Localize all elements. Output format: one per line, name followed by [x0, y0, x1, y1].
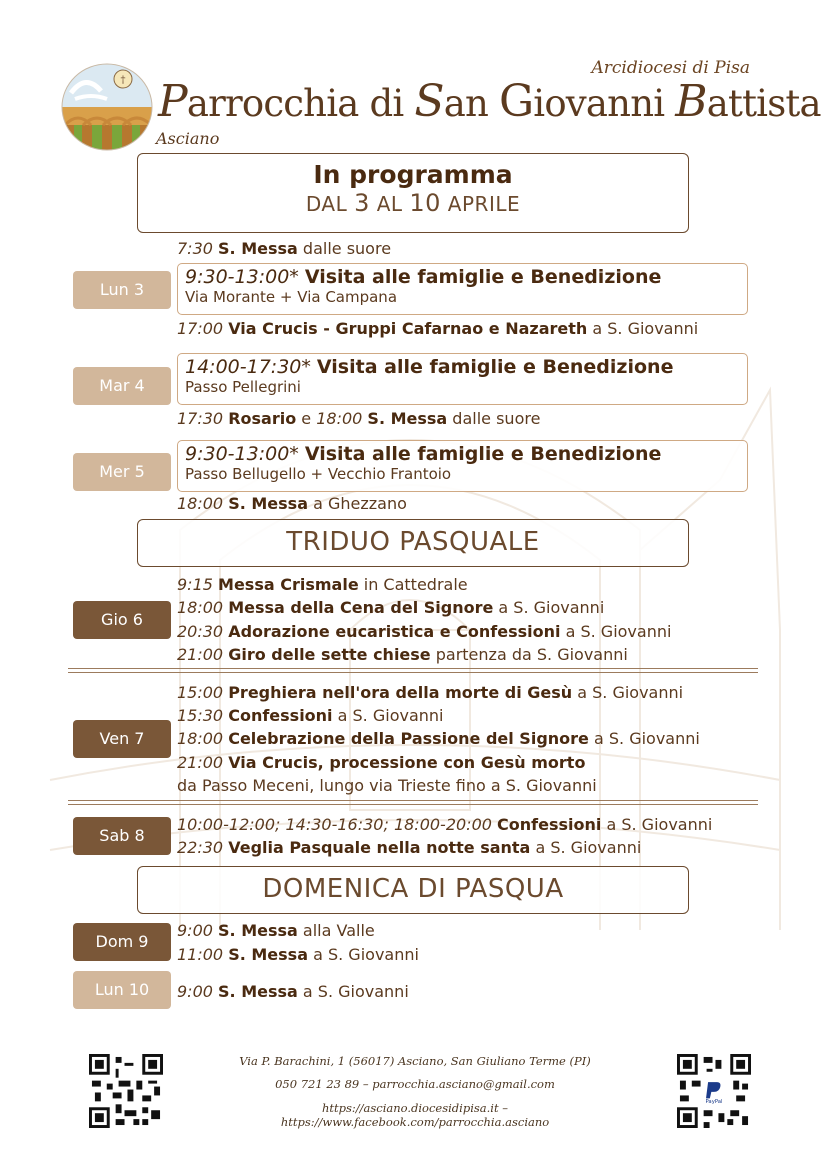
- mar4-row-1: [177, 409, 540, 428]
- time: 11:00: [177, 945, 224, 964]
- parish-word-1: arrocchia di: [186, 82, 415, 125]
- gio6-row-1: [177, 575, 468, 594]
- event: Adorazione eucaristica e Confessioni: [228, 622, 561, 641]
- lun3-row-1: [177, 239, 391, 258]
- visit-event: Visita alle famiglie e Benedizione: [316, 356, 674, 378]
- sab8-row-2: [177, 838, 641, 857]
- day-tab-mar4: Mar 4: [73, 367, 171, 405]
- event: S. Messa: [228, 494, 308, 513]
- ven7-row-2: [177, 706, 443, 725]
- visit-streets: Passo Pellegrini: [185, 378, 301, 396]
- paypal-label: PayPal: [705, 1099, 723, 1106]
- event: Messa Crismale: [218, 575, 359, 594]
- place: a S. Giovanni: [587, 319, 699, 338]
- day-tab-mer5: Mer 5: [73, 453, 171, 491]
- day-tab-sab8: Sab 8: [73, 817, 171, 855]
- sab8-row-1: [177, 815, 712, 834]
- ven7-row-4: [177, 753, 585, 772]
- lun10-row-1: [177, 982, 409, 1001]
- place: a S. Giovanni: [332, 706, 444, 725]
- place: a S. Giovanni: [530, 838, 642, 857]
- place: partenza da S. Giovanni: [430, 645, 628, 664]
- time: 18:00: [177, 598, 224, 617]
- parish-initial-b: B: [675, 76, 707, 127]
- event: Via Crucis - Gruppi Cafarnao e Nazareth: [228, 319, 588, 338]
- footer-contact[interactable]: 050 721 23 89 – parrocchia.asciano@gmail.com: [275, 1077, 555, 1091]
- svg-text:†: †: [120, 75, 126, 86]
- time: 9:00: [177, 921, 213, 940]
- event-2: S. Messa: [367, 409, 448, 428]
- time: 17:30: [177, 409, 224, 428]
- place: a S. Giovanni: [560, 622, 672, 641]
- dates-end: 10: [409, 189, 441, 217]
- paypal-qr-code[interactable]: [677, 1054, 751, 1128]
- event: Veglia Pasquale nella notte santa: [228, 838, 531, 857]
- program-title: In programma: [313, 160, 513, 189]
- place: dalle suore: [447, 409, 541, 428]
- day-tab-gio6: Gio 6: [73, 601, 171, 639]
- triduo-section-box: [137, 519, 689, 567]
- place: a S. Giovanni: [572, 683, 684, 702]
- place: a S. Giovanni: [493, 598, 605, 617]
- visit-streets: Via Morante + Via Campana: [185, 288, 398, 306]
- parish-initial-s: S: [414, 76, 444, 127]
- website-qr-code[interactable]: [89, 1054, 163, 1128]
- dates-from-label: DAL: [305, 192, 355, 216]
- archdiocese-name: Arcidiocesi di Pisa: [591, 58, 750, 78]
- divider: [68, 800, 758, 805]
- place: dalle suore: [297, 239, 392, 258]
- program-header-box: [137, 153, 689, 233]
- place: a S. Giovanni: [297, 982, 409, 1001]
- place: alla Valle: [297, 921, 375, 940]
- time-2: 18:00: [316, 409, 363, 428]
- event: Rosario: [228, 409, 297, 428]
- dom9-row-1: [177, 921, 375, 940]
- visit-event: Visita alle famiglie e Benedizione: [304, 443, 662, 465]
- program-dates: [138, 189, 688, 217]
- event: S. Messa: [218, 921, 298, 940]
- dates-month: APRILE: [440, 192, 521, 216]
- parish-logo: [61, 63, 153, 151]
- time: 21:00: [177, 753, 224, 772]
- event: Giro delle sette chiese: [228, 645, 431, 664]
- dom9-row-2: [177, 945, 419, 964]
- place: a S. Giovanni: [308, 945, 419, 964]
- time: 7:30: [177, 239, 213, 258]
- place: in Cattedrale: [358, 575, 468, 594]
- event: Confessioni: [497, 815, 602, 834]
- parish-initial-p: P: [158, 76, 187, 127]
- day-tab-lun3: Lun 3: [73, 271, 171, 309]
- parish-initial-g: G: [498, 76, 534, 127]
- time: 18:00: [177, 729, 224, 748]
- gio6-row-3: [177, 622, 671, 641]
- event: Confessioni: [228, 706, 333, 725]
- parish-word-4: attista: [706, 82, 821, 125]
- place: a S. Giovanni: [588, 729, 700, 748]
- visit-time: 9:30-13:00*: [185, 443, 299, 465]
- town-name: Asciano: [156, 129, 220, 148]
- time: 9:00: [177, 982, 213, 1001]
- gio6-row-2: [177, 598, 604, 617]
- event: Celebrazione della Passione del Signore: [228, 729, 589, 748]
- time: 22:30: [177, 838, 224, 857]
- day-tab-ven7: Ven 7: [73, 720, 171, 758]
- day-tab-lun10: Lun 10: [73, 971, 171, 1009]
- place: a S. Giovanni: [601, 815, 713, 834]
- time: 9:15: [177, 575, 213, 594]
- parish-name: [158, 76, 821, 127]
- ven7-row-1: [177, 683, 683, 702]
- time: 20:30: [177, 622, 224, 641]
- parish-word-2: an: [443, 82, 499, 125]
- mer5-visit-box: [177, 440, 748, 492]
- time: 15:00: [177, 683, 224, 702]
- mar4-visit-box: [177, 353, 748, 405]
- dates-to-label: AL: [369, 192, 410, 216]
- time: 10:00-12:00; 14:30-16:30; 18:00-20:00: [177, 815, 492, 834]
- ven7-row-3: [177, 729, 700, 748]
- lun3-row-2: [177, 319, 698, 338]
- dates-start: 3: [354, 189, 370, 217]
- visit-time: 14:00-17:30*: [185, 356, 311, 378]
- pasqua-title: DOMENICA DI PASQUA: [262, 874, 564, 904]
- mer5-row-1: [177, 494, 407, 513]
- time: 18:00: [177, 494, 224, 513]
- triduo-title: TRIDUO PASQUALE: [286, 527, 540, 557]
- gio6-row-4: [177, 645, 628, 664]
- parish-word-3: iovanni: [533, 82, 676, 125]
- event: Via Crucis, processione con Gesù morto: [228, 753, 586, 772]
- place: a Ghezzano: [308, 494, 407, 513]
- connector: e: [296, 409, 317, 428]
- event: Messa della Cena del Signore: [228, 598, 494, 617]
- ven7-route: da Passo Meceni, lungo via Trieste fino a S. Giovanni: [177, 776, 597, 795]
- event: S. Messa: [218, 982, 298, 1001]
- visit-event: Visita alle famiglie e Benedizione: [304, 266, 662, 288]
- time: 17:00: [177, 319, 224, 338]
- footer-links[interactable]: https://asciano.diocesidipisa.it – https://www.facebook.com/parrocchia.asciano: [280, 1101, 550, 1129]
- event: Preghiera nell'ora della morte di Gesù: [228, 683, 573, 702]
- visit-time: 9:30-13:00*: [185, 266, 299, 288]
- time: 21:00: [177, 645, 224, 664]
- footer-address: Via P. Barachini, 1 (56017) Asciano, San Giuliano Terme (PI): [239, 1054, 591, 1068]
- divider: [68, 668, 758, 673]
- event: S. Messa: [228, 945, 308, 964]
- lun3-visit-box: [177, 263, 748, 315]
- time: 15:30: [177, 706, 224, 725]
- pasqua-section-box: [137, 866, 689, 914]
- event: S. Messa: [218, 239, 298, 258]
- visit-streets: Passo Bellugello + Vecchio Frantoio: [185, 465, 452, 483]
- day-tab-dom9: Dom 9: [73, 923, 171, 961]
